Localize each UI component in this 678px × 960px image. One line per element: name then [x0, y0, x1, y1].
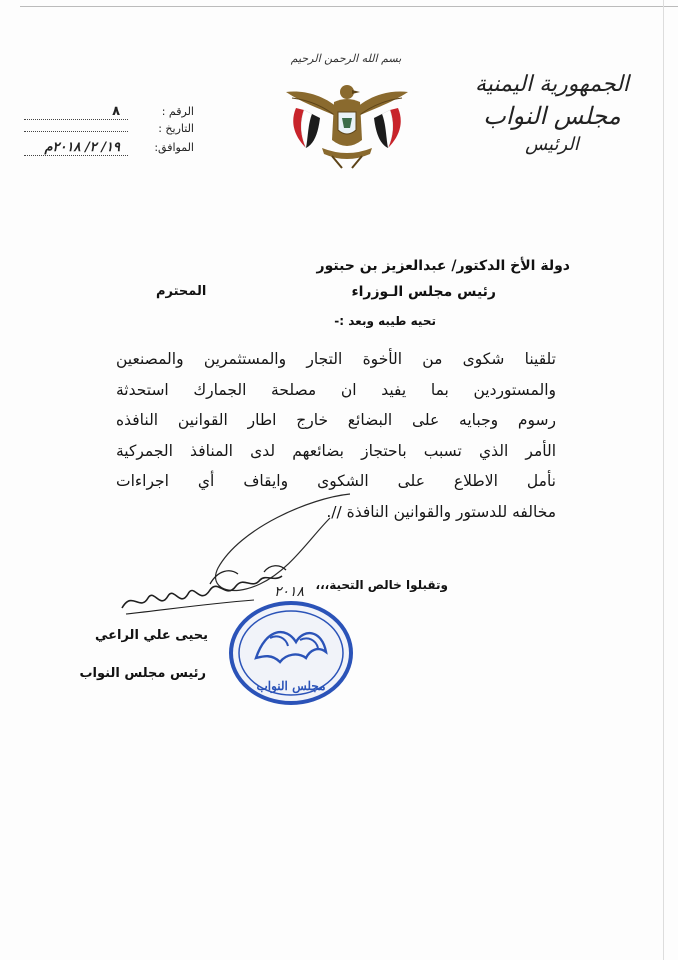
reference-date-value [24, 131, 128, 132]
basmala: بسم الله الرحمن الرحيم [290, 52, 402, 65]
signatory-title: رئيس مجلس النواب [79, 666, 206, 681]
closing: وتقبلوا خالص التحية،،، [315, 578, 448, 592]
reference-number-row [24, 104, 194, 122]
addressee-title-line [116, 284, 556, 310]
letterhead-council: مجلس النواب [483, 102, 621, 130]
reference-block [24, 104, 194, 158]
reference-corresponding-row [24, 140, 194, 158]
letter-body [116, 258, 570, 527]
body-line: نأمل الاطلاع على الشكوى وايقاف أي اجراءات [116, 472, 556, 490]
greeting: تحيه طيبه وبعد :- [334, 314, 436, 328]
reference-date-label: التاريخ : [158, 122, 194, 135]
reference-number-label: الرقم : [161, 105, 194, 118]
stamp-text: مجلس النواب [256, 679, 326, 693]
body-line: والمستوردين بما يفيد ان مصلحة الجمارك استحدثة [116, 380, 556, 399]
svg-text:٢٠١٨: ٢٠١٨ [274, 584, 305, 600]
page-top-edge [20, 6, 678, 7]
letterhead-office: الرئيس [525, 134, 579, 155]
reference-corresponding-value: ١٩/ ٢/ ٢٠١٨م [24, 140, 128, 156]
yemen-eagle-emblem-icon [282, 78, 412, 170]
reference-corresponding-label: الموافق: [154, 141, 194, 154]
addressee: دولة الأخ الدكتور/ عبدالعزيز بن حبتور [316, 258, 570, 274]
reference-number-value: ٨ [24, 104, 128, 120]
addressee-title: رئيس مجلس الـوزراء [351, 284, 496, 300]
official-stamp [226, 598, 356, 708]
honorific: المحترم [156, 284, 207, 299]
body-line: الأمر الذي تسبب باحتجاز بضائعهم لدى المنافذ الجمركية [116, 441, 556, 460]
page-right-edge [663, 0, 664, 960]
signatory-name: يحيى علي الراعي [94, 628, 208, 643]
letterhead-right [462, 70, 642, 158]
body-line: رسوم وجبايه على البضائع خارج اطار القوانين النافذه [116, 411, 556, 429]
letterhead-republic: الجمهورية اليمنية [474, 72, 630, 97]
reference-date-row [24, 122, 194, 140]
body-line: مخالفه للدستور والقوانين النافذة //. [326, 502, 556, 521]
body-line: تلقينا شكوى من الأخوة التجار والمستثمرين والمصنعين [116, 350, 556, 368]
